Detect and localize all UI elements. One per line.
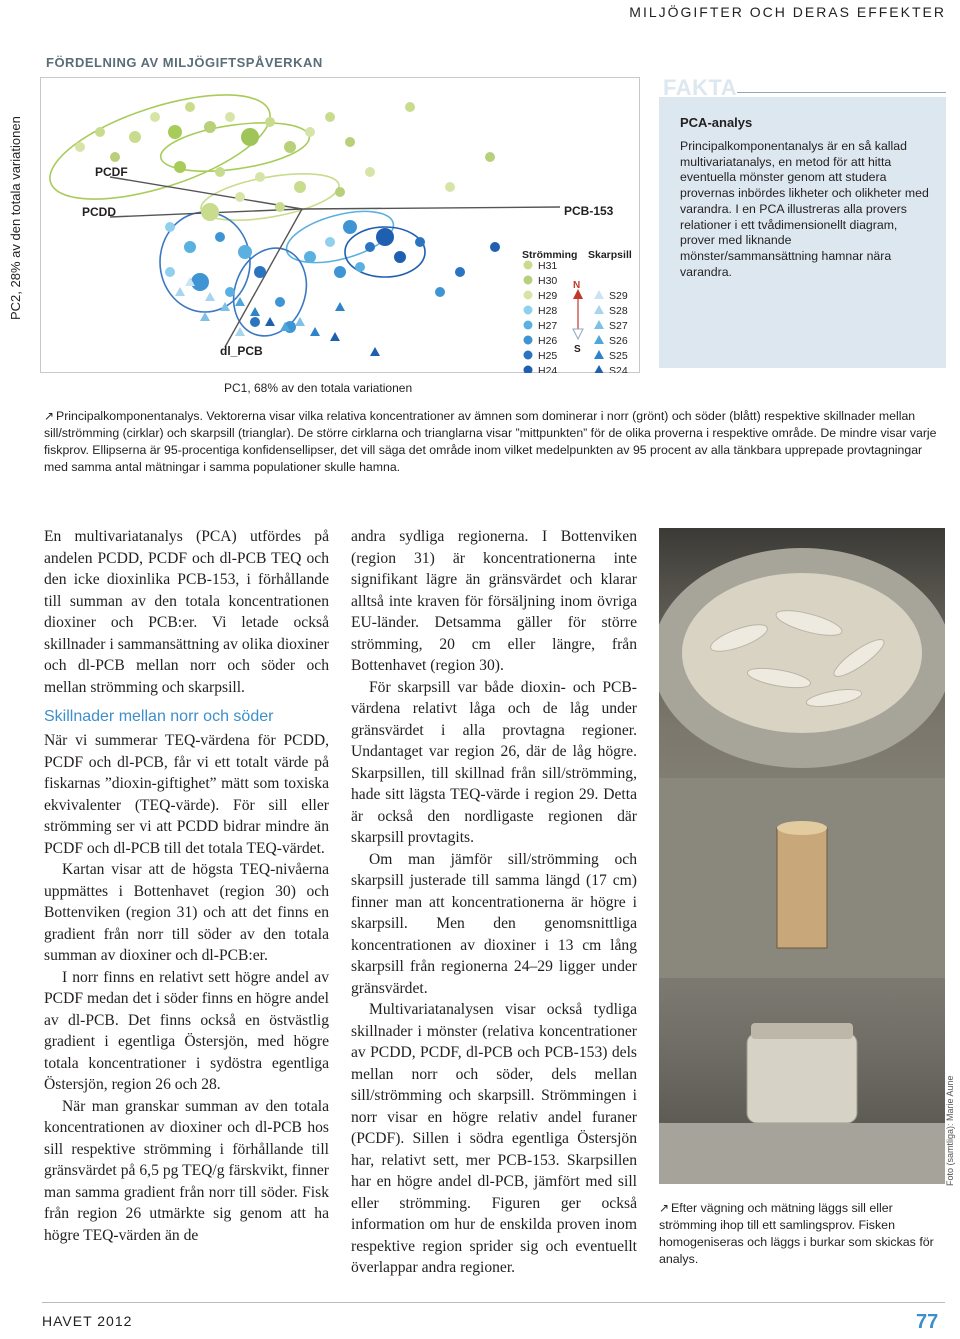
legend-label-h28: H28 — [538, 305, 558, 317]
legend-title-stromming: Strömming — [522, 249, 578, 261]
sample-point — [204, 121, 216, 133]
sample-point — [345, 137, 355, 147]
sample-point — [305, 127, 315, 137]
subheading: Skillnader mellan norr och söder — [44, 708, 274, 725]
caption-text: Vektorerna visar vilka relativa koncentrationer av ämnen som dominerar i norr (grönt) och söder (blått) respektive skillnader mellan sill/strömming (cirklar) och skarpsill (trianglar). De större cirklarna och trianglarna visar ”mittpunkten” för de olika proverna i respektive område. De mindre visar varje fiskprov. Ellipserna är 95-procentiga konfidensellipser, det vill säga det område inom vilket medelpunkten av 95 procent av alla tänkbara upprepade provtagningar med samma antal mätningar i samma populationer skulle hamna. — [44, 409, 937, 474]
pca-chart — [40, 77, 640, 373]
legend-label-s25: S25 — [609, 350, 628, 362]
legend-marker-h28 — [524, 306, 533, 315]
sample-point — [325, 237, 335, 247]
sample-point — [394, 251, 406, 263]
paragraph: En multivariatanalys (PCA) utfördes på andelen PCDD, PCDF och dl-PCB TEQ och den icke dioxinlika PCB-153, i förhållande till summan av den totala koncentrationen dioxiner och PCB:er. Vi letade också skillnader i sammansättning av olika dioxiner och dl-PCB mellan norr och söder och mellan strömming och skarpsill. — [44, 528, 329, 696]
sample-point — [255, 172, 265, 182]
legend-label-h27: H27 — [538, 320, 558, 332]
vector-label-pcb153: PCB-153 — [564, 204, 614, 218]
caption-lead: Principalkomponentanalys. — [56, 409, 203, 423]
sample-point — [150, 112, 160, 122]
paragraph: Multivariatanalysen visar också tydliga skillnader i mönster (relativa koncentrationer av PCDD, PCDF, dl-PCB och PCB-153) dels mellan norr och söder, dels mellan sill/strömming och skarpsill. Strömmingen i norr visar en högre relativ andel furaner (PCDF). Sillen i södra egentliga Östersjön har, relativt sett, mer PCB-153. Skarpsillen har en högre andel dl-PCB, jämfört med sill eller strömming. Figuren ger också information om hur de enskilda proven inom respektive region sprider sig och eventuellt överlappar andra regioner. — [351, 1001, 637, 1276]
paragraph: I norr finns en relativt sett högre andel av PCDF medan det i söder finns en högre andel av dl-PCB. Det finns också en östvästlig gradient i egentliga Östersjön, med högre totala koncentrationer i sydöstra egentliga Östersjön, region 26 och 28. — [44, 968, 329, 1093]
sample-point — [168, 125, 182, 139]
sample-point — [174, 161, 186, 173]
legend-title-skarpsill: Skarpsill — [588, 249, 632, 261]
fakta-body: Principalkomponentanalys är en så kallad multivariatanalys, en metod för att hitta eventuella mönster genom att studera provernas inbördes likheter och olikheter med varandra. I en PCA illustreras alla provers relationer i ett tvådimensionellt diagram, prover med liknande mönster/sammansättning hamnar nära varandra. — [680, 139, 929, 279]
sample-point — [75, 142, 85, 152]
photo-caption — [659, 1200, 949, 1268]
sample-point — [365, 242, 375, 252]
sample-point — [241, 128, 259, 146]
photo-fish-homogenizer — [659, 528, 945, 1184]
footer-publication: HAVET 2012 — [42, 1313, 133, 1329]
legend-marker-h27 — [524, 321, 533, 330]
sample-point — [334, 266, 346, 278]
sample-point — [355, 262, 365, 272]
legend-marker-h31 — [524, 261, 533, 270]
sample-point — [294, 181, 306, 193]
paragraph: Kartan visar att de högsta TEQ-nivåerna uppmättes i Bottenhavet (region 30) och Bottenviken (region 31) och att det finns en gradient från norr till söder av den totala summan av dioxiner och dl-PCB:er. — [44, 861, 329, 964]
sample-point — [275, 202, 285, 212]
legend-label-h30: H30 — [538, 275, 558, 287]
chart-x-axis-label: PC1, 68% av den totala variationen — [224, 381, 413, 395]
photo-caption-text: Efter vägning och mätning läggs sill eller strömming ihop till ett samlingsprov. Fisken homogeniseras och läggs i burkar som skickas för analys. — [659, 1201, 934, 1266]
legend-label-s26: S26 — [609, 335, 628, 347]
legend-marker-h29 — [524, 291, 533, 300]
paragraph: För skarpsill var både dioxin- och PCB-värdena relativt låga och de låg under gränsvärdet i alla provtagna regioner. Undantaget var region 26, där de låg högre. Skarpsillen, till skillnad från sill/strömming, hade sitt lägsta TEQ-värde i region 29. Detta är också den nordligaste regionen där skarpsill provtagits. — [351, 678, 637, 846]
sample-point — [184, 241, 196, 253]
sample-point — [225, 287, 235, 297]
sample-point — [335, 187, 345, 197]
sample-point — [284, 141, 296, 153]
arrow-icon: ↗ — [44, 409, 55, 423]
sample-point — [254, 266, 266, 278]
fakta-label: FAKTA — [663, 75, 738, 100]
sample-point — [191, 273, 209, 291]
legend-label-s24: S24 — [609, 365, 628, 373]
legend-label-h24: H24 — [538, 365, 558, 373]
sample-point — [490, 242, 500, 252]
paragraph: Om man jämför sill/strömming och skarpsill justerade till samma längd (17 cm) finner man att koncentrationerna är högre i skarpsill. Men den genomsnittliga koncentrationen av dioxiner i 13 cm lång skarpsill från regionerna 24–29 ligger under gränsvärdet. — [351, 850, 637, 997]
fakta-header — [659, 75, 946, 100]
legend-marker-h25 — [524, 351, 533, 360]
sample-point — [455, 267, 465, 277]
paragraph: När man granskar summan av den totala koncentrationen av dioxiner och dl-PCB hos sill respektive strömming i förhållande till gränsvärdet på 6,5 pg TEQ/g färskvikt, finner man samma gradient från norr till söder. Fisk från region 26 utmärkte sig genom att ha högre TEQ-värden än de — [44, 1097, 329, 1244]
legend-label-h29: H29 — [538, 290, 558, 302]
fakta-box — [659, 77, 946, 368]
sample-point — [376, 228, 394, 246]
section-title: FÖRDELNING AV MILJÖGIFTSPÅVERKAN — [46, 55, 323, 70]
paragraph: andra sydliga regionerna. I Bottenviken (region 31) är koncentrationerna inte signifikant lägre än gränsvärdet och klarar alltså inte kraven för försäljning inom övriga EU-länder. Detsamma gäller för större strömming, 20 cm eller längre, från Bottenhavet (region 30). — [351, 528, 637, 674]
photo-credit: Foto (samtliga): Marie Aune — [945, 1075, 955, 1186]
running-head: MILJÖGIFTER OCH DERAS EFFEKTER — [629, 4, 946, 20]
sample-point — [304, 251, 316, 263]
sample-point — [250, 317, 260, 327]
sample-point — [365, 167, 375, 177]
sample-point — [215, 167, 225, 177]
vector-label-pcdd: PCDD — [82, 205, 117, 219]
sample-point — [415, 237, 425, 247]
sample-point — [165, 222, 175, 232]
sample-point — [235, 192, 245, 202]
sample-point — [275, 297, 285, 307]
body-column-1 — [44, 526, 329, 1246]
sample-point — [265, 117, 275, 127]
sample-point — [238, 245, 252, 259]
fakta-title: PCA-analys — [680, 115, 753, 130]
sample-point — [405, 102, 415, 112]
legend-marker-h30 — [524, 276, 533, 285]
figure-caption — [44, 408, 949, 476]
sample-point — [110, 152, 120, 162]
sample-point — [215, 232, 225, 242]
vector-label-pcdf: PCDF — [95, 165, 128, 179]
sample-point — [129, 131, 141, 143]
sample-point — [445, 182, 455, 192]
paragraph: När vi summerar TEQ-värdena för PCDD, PCDF och dl-PCB, får vi ett totalt värde på fiskarnas ”dioxin-giftighet” mätt som toxiska ekvivalenter (TEQ-värde). För sill eller strömming ser vi att PCDD bidrar mindre än PCDF och dl-PCB till det totala TEQ-värdet. — [44, 732, 329, 857]
legend-marker-h26 — [524, 336, 533, 345]
legend-label-s28: S28 — [609, 305, 628, 317]
arrow-icon: ↗ — [659, 1201, 670, 1215]
sample-point — [165, 267, 175, 277]
legend-label-h26: H26 — [538, 335, 558, 347]
body-column-2 — [351, 526, 637, 1279]
photo-illustration — [659, 528, 945, 1184]
legend-label-h25: H25 — [538, 350, 558, 362]
sample-point — [325, 112, 335, 122]
footer-rule — [42, 1302, 945, 1303]
sample-point — [435, 287, 445, 297]
sample-point — [185, 102, 195, 112]
sample-point — [201, 203, 219, 221]
legend-label-h31: H31 — [538, 260, 558, 272]
sample-point — [225, 112, 235, 122]
page-number: 77 — [916, 1311, 939, 1333]
vector-label-dlpcb: dl_PCB — [220, 344, 263, 358]
sample-point — [485, 152, 495, 162]
legend-label-s29: S29 — [609, 290, 628, 302]
north-label: N — [573, 280, 581, 291]
sample-point — [343, 220, 357, 234]
south-label: S — [574, 344, 581, 355]
legend-label-s27: S27 — [609, 320, 628, 332]
fakta-rule — [737, 92, 946, 93]
sample-point — [95, 127, 105, 137]
chart-y-axis-label: PC2, 28% av den totala variationen — [8, 116, 23, 320]
